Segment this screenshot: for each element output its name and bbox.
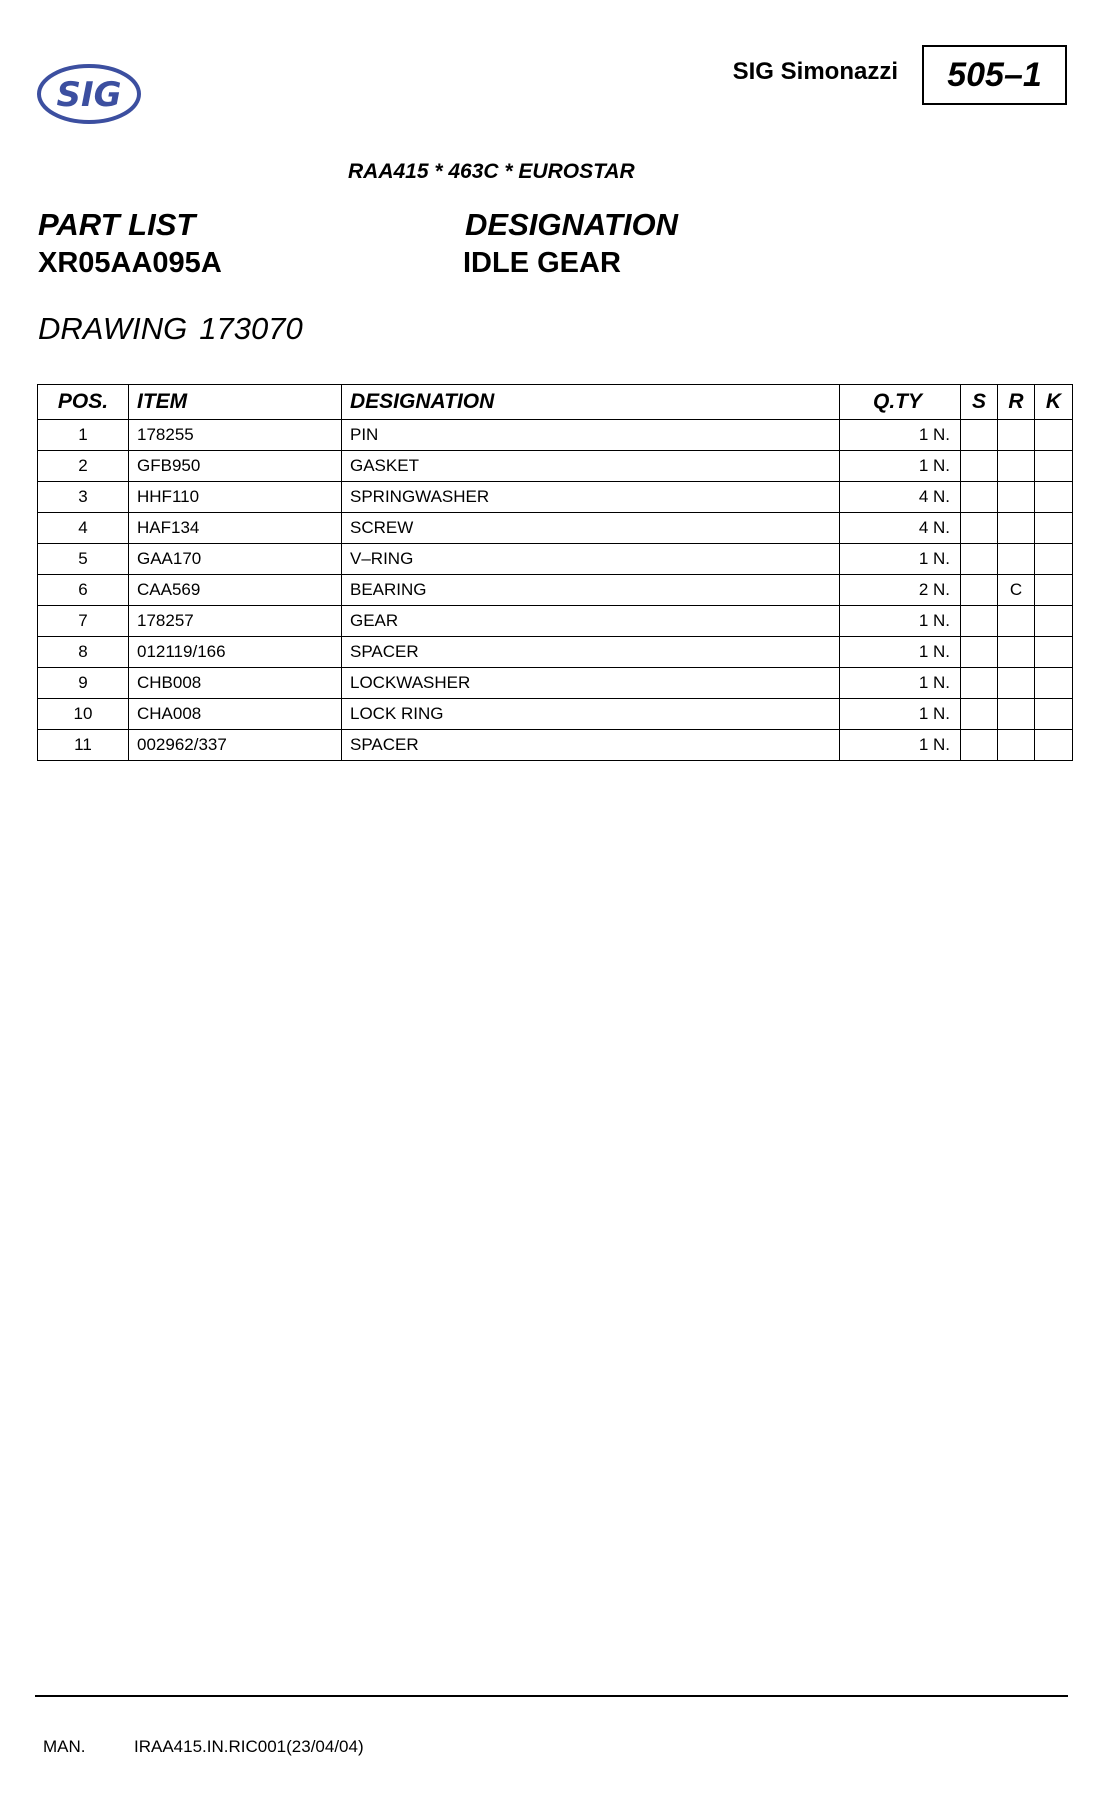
cell-qty: 1 N. [840,606,961,637]
cell-k [1035,606,1073,637]
cell-s [961,420,998,451]
cell-item: CHA008 [129,699,342,730]
cell-item: 002962/337 [129,730,342,761]
cell-qty: 1 N. [840,637,961,668]
cell-k [1035,730,1073,761]
cell-pos: 9 [38,668,129,699]
footer-man-label: MAN. [43,1737,86,1756]
cell-pos: 8 [38,637,129,668]
cell-k [1035,513,1073,544]
cell-qty: 1 N. [840,699,961,730]
cell-k [1035,668,1073,699]
cell-designation: LOCK RING [342,699,840,730]
cell-r [998,420,1035,451]
cell-pos: 2 [38,451,129,482]
page-number: 505–1 [922,45,1067,105]
cell-item: GFB950 [129,451,342,482]
cell-designation: SPRINGWASHER [342,482,840,513]
cell-designation: LOCKWASHER [342,668,840,699]
header-s: S [961,385,998,420]
cell-designation: SPACER [342,637,840,668]
cell-item: 178257 [129,606,342,637]
cell-item: GAA170 [129,544,342,575]
cell-item: HAF134 [129,513,342,544]
cell-item: HHF110 [129,482,342,513]
cell-qty: 1 N. [840,544,961,575]
cell-s [961,482,998,513]
table-row [38,606,1073,637]
header-r: R [998,385,1035,420]
footer-doc-reference: IRAA415.IN.RIC001(23/04/04) [134,1737,364,1756]
cell-r: C [998,575,1035,606]
header-item: ITEM [129,385,342,420]
cell-pos: 3 [38,482,129,513]
cell-s [961,668,998,699]
cell-r [998,606,1035,637]
table-row [38,699,1073,730]
cell-k [1035,451,1073,482]
part-list-code: XR05AA095A [38,247,222,279]
part-list-label: PART LIST [38,207,196,242]
logo-text: SIG [56,75,122,115]
cell-qty: 1 N. [840,668,961,699]
table-header-row [38,385,1073,420]
table-row [38,668,1073,699]
parts-table [37,384,1073,761]
cell-qty: 2 N. [840,575,961,606]
designation-label: DESIGNATION [465,207,678,242]
cell-k [1035,420,1073,451]
model-line: RAA415 * 463C * EUROSTAR [348,160,635,183]
sig-logo [36,62,142,126]
header-qty: Q.TY [840,385,961,420]
header-designation: DESIGNATION [342,385,840,420]
cell-qty: 1 N. [840,451,961,482]
cell-r [998,451,1035,482]
cell-item: 178255 [129,420,342,451]
drawing-number: 173070 [199,311,303,346]
header-k: K [1035,385,1073,420]
parts-table-body [38,420,1073,761]
drawing-label: DRAWING [38,311,188,346]
footer-divider [35,1695,1068,1697]
cell-r [998,668,1035,699]
cell-k [1035,699,1073,730]
cell-k [1035,575,1073,606]
cell-pos: 10 [38,699,129,730]
cell-pos: 1 [38,420,129,451]
cell-qty: 4 N. [840,513,961,544]
cell-designation: SCREW [342,513,840,544]
cell-s [961,606,998,637]
cell-pos: 11 [38,730,129,761]
cell-designation: PIN [342,420,840,451]
cell-designation: GASKET [342,451,840,482]
cell-s [961,451,998,482]
cell-designation: SPACER [342,730,840,761]
cell-k [1035,544,1073,575]
cell-r [998,699,1035,730]
cell-pos: 7 [38,606,129,637]
table-row [38,451,1073,482]
table-row [38,513,1073,544]
cell-designation: GEAR [342,606,840,637]
cell-k [1035,637,1073,668]
cell-r [998,482,1035,513]
cell-s [961,637,998,668]
table-row [38,730,1073,761]
cell-k [1035,482,1073,513]
cell-s [961,699,998,730]
cell-s [961,513,998,544]
cell-r [998,730,1035,761]
cell-item: 012119/166 [129,637,342,668]
cell-r [998,513,1035,544]
cell-s [961,730,998,761]
cell-pos: 4 [38,513,129,544]
cell-item: CHB008 [129,668,342,699]
table-row [38,544,1073,575]
cell-r [998,544,1035,575]
cell-s [961,544,998,575]
cell-s [961,575,998,606]
table-row [38,420,1073,451]
cell-designation: BEARING [342,575,840,606]
cell-qty: 1 N. [840,420,961,451]
designation-value: IDLE GEAR [463,247,621,279]
drawing-reference [38,311,315,347]
cell-pos: 6 [38,575,129,606]
cell-qty: 4 N. [840,482,961,513]
table-row [38,482,1073,513]
header-pos: POS. [38,385,129,420]
cell-pos: 5 [38,544,129,575]
table-row [38,575,1073,606]
table-row [38,637,1073,668]
cell-qty: 1 N. [840,730,961,761]
brand-name: SIG Simonazzi [732,58,898,85]
cell-item: CAA569 [129,575,342,606]
cell-r [998,637,1035,668]
cell-designation: V–RING [342,544,840,575]
